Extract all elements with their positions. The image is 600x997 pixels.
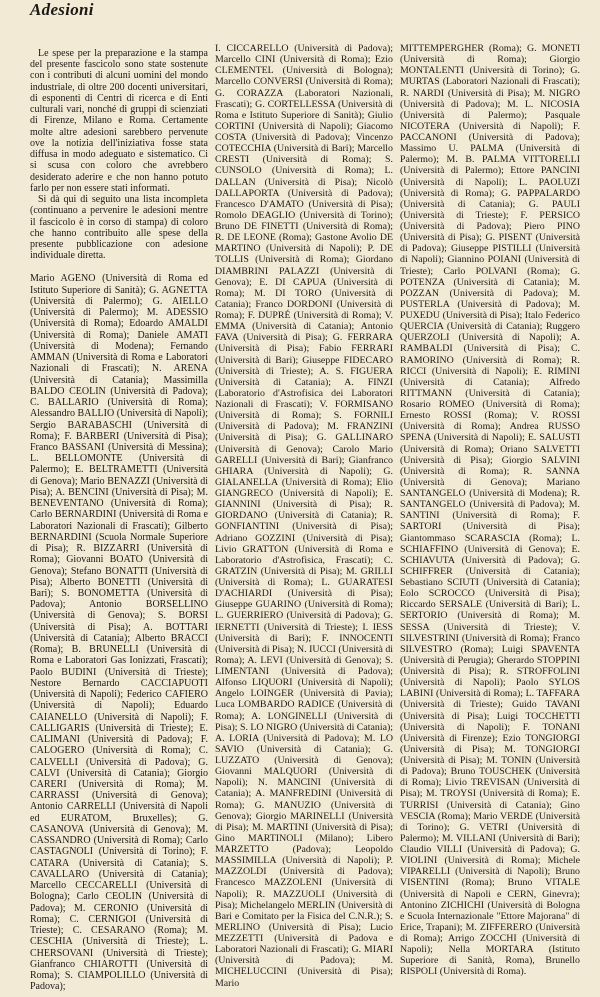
intro-paragraph-2: Si dà qui di seguito una lista incompleta (continuano a pervenire le adesioni mentre il fascicolo è in corso di stampa) di coloro che hanno contribuito alle spese della presente pubblicazione con adesione individuale diretta. [30,194,208,262]
adherents-list-part-1: Mario AGENO (Università di Roma ed Istituto Superiore di Sanità); G. AGNETTA (Università di Palermo); G. AIELLO (Università di Palermo); M. ADESSIO (Università di Roma); Edoardo AMALDI (Università di Roma); Daniele AMATI (Università di Modena); Fernando AMMAN (Università di Roma e Laboratori Nazionali di Frascati); N. ARENA (Università di Catania); Massimilla BALDO CEOLIN (Università di Padova); C. BALLARIO (Università di Roma); Alessandro BALLIO (Università di Napoli); Sergio BARABASCHI (Università di Roma); F. BARBERI (Università di Pisa); Franco BASSANI (Università di Messina); L. BELLOMONTE (Università di Palermo); E. BELTRAMETTI (Università di Genova); Mario BENAZZI (Università di Pisa); A. BENCINI (Università di Pisa); M. BENEVENTANO (Università di Roma); Carlo BERNARDINI (Università di Roma e Laboratori Nazionali di Frascati); Gilberto BERNARDINI (Scuola Normale Superiore di Pisa); R. BIZZARRI (Università di Roma); Giovanni BOATO (Università di Genova); Stefano BONATTI (Università di Pisa); Alberto BONETTI (Università di Bari); S. BONOMETTA (Università di Padova); Antonio BORSELLINO (Università di Genova); S. BORSI (Università di Pisa); A. BOTTARI (Università di Catania); Alberto BRACCI (Roma); B. BRUNELLI (Università di Roma e Laboratori Gas Ionizzati, Frascati); Paolo BUDINI (Università di Trieste); Nestore Bernardo CACCIAPUOTI (Università di Napoli); Federico CAFIERO (Università di Napoli); Eduardo CAIANELLO (Università di Napoli); F. CALLIGARIS (Università di Trieste); E. CALIMANI (Università di Padova); F. CALOGERO (Università di Roma); C. CALVELLI (Università di Padova); G. CALVI (Università di Catania); Giorgio CARERI (Università di Roma); M. CARRASSI (Università di Genova); Antonio CARRELLI (Università di Napoli ed EURATOM, Bruxelles); G. CASANOVA (Università di Genova); M. CASSANDRO (Università di Roma); Carlo CASTAGNOLI (Università di Torino); F. CATARA (Università di Catania); S. CAVALLARO (Università di Catania); Marcello CECCARELLI (Università di Bologna); Carlo CEOLIN (Università di Padova); M. CERONIO (Università di Roma); C. CERNIGOI (Università di Trieste); C. CESARANO (Roma); M. CESCHIA (Università di Trieste); L. CHERSOVANI (Università di Trieste); Gianfranco CHIAROTTI (Università di Roma); S. CIAMPOLILLO (Università di Padova); [30,273,208,993]
section-title: Adesioni [30,0,94,19]
column-left [30,48,208,992]
column-right [400,43,580,978]
column-middle [215,43,393,989]
adherents-list-part-2: I. CICCARELLO (Università di Padova); Marcello CINI (Università di Roma); Ezio CLEMENTEL (Università di Bologna); Marcello CONVERSI (Università di Roma); G. CORAZZA (Laboratori Nazionali, Frascati); G. CORTELLESSA (Università di Roma e Istituto Superiore di Sanità); Giulio CORTINI (Università di Napoli); Giacomo COSTA (Università di Padova); Vincenzo COTECCHIA (Università di Bari); Marcello CRESTI (Università di Roma); S. CUNSOLO (Università di Roma); L. DALLAN (Università di Pisa); Nicolò DALLAPORTA (Università di Padova); Francesco D'AMATO (Università di Pisa); Romolo DEAGLIO (Università di Torino); Bruno DE FINETTI (Università di Roma); R. DE LEONE (Roma); Gastone Avolio DE MARTINO (Università di Napoli); P. DE TOLLIS (Università di Roma); Giordano DIAMBRINI PALAZZI (Università di Genova); E. DI CAPUA (Università di Roma); M. DI TORO (Università di Catania); Franco DORDONI (Università di Roma); F. DUPRÉ (Università di Roma); V. EMMA (Università di Catania); Antonio FAVA (Università di Pisa); G. FERRARA (Università di Pisa); Fabio FERRARI (Università di Bari); Giuseppe FIDECARO (Università di Trieste); A. S. FIGUERA (Università di Catania); A. FINZI (Laboratorio d'Astrofisica dei Laboratori Nazionali di Frascati); V. FORMISANO (Università di Roma); S. FORNILI (Università di Padova); M. FRANZINI (Università di Pisa); G. GALLINARO (Università di Genova); Carolo Mario GARELLI (Università di Bari); Gianfranco GHIARA (Università di Napoli); G. GIALANELLA (Università di Roma); Elio GIANGRECO (Università di Napoli); E. GIANNINI (Università di Pisa); R. GIORDANO (Università di Catania); R. GONFIANTINI (Università di Pisa); Adriano GOZZINI (Università di Pisa); Livio GRATTON (Università di Roma e Laboratorio d'Astrofisica, Frascati); C. GRATZIN (Università di Pisa); M. GRILLI (Università di Roma); L. GUARATESI D'ACHIARDI (Università di Pisa); Giuseppe GUARINO (Università di Roma); L. GUERRIERO (Università di Padova); G. IERNETTI (Università di Trieste); I. IESS (Università di Bari); F. INNOCENTI (Università di Pisa); N. IUCCI (Università di Roma); A. LEVI (Università di Genova); S. LIMENTANI (Università di Padova); Alfonso LIQUORI (Università di Napoli); Angelo LOINGER (Università di Pavia); Luca LOMBARDO RADICE (Università di Roma); A. LONGINELLI (Università di Pisa); S. LO NIGRO (Università di Catania); A. LORIA (Università di Padova); M. LO SAVIO (Università di Catania); G. LUZZATO (Università di Genova); Giovanni MALQUORI (Università di Napoli); N. MANCINI (Università di Catania); A. MANFREDINI (Università di Roma); G. MANUZIO (Università di Genova); Giorgio MARINELLI (Università di Pisa); M. MARTINI (Università di Pisa); Gino MARTINOLI (Milano); Libero MARZETTO (Padova); Leopoldo MASSIMILLA (Università di Napoli); P. MAZZOLDI (Università di Padova); Francesco MAZZOLENI (Università di Napoli); R. MAZZUOLI (Università di Pisa); Michelangelo MERLIN (Università di Bari e Comitato per la Fisica del C.N.R.); S. MERLINO (Università di Pisa); Lucio MEZZETTI (Università di Padova e Laboratori Nazionali di Frascati); G. MIARI (Università di Padova); M. MICHELUCCINI (Università di Pisa); Mario [215,43,393,989]
intro-paragraph-1: Le spese per la preparazione e la stampa del presente fascicolo sono state sostenute con i contributi di alcuni uomini del mondo industriale, di oltre 200 docenti universitari, di esponenti di Centri di ricerca e di Enti culturali vari, nonché di gruppi di scienziati di Firenze, Milano e Roma. Certamente molte altre adesioni sarebbero pervenute ove la notizia dell'iniziativa fosse stata diffusa in modo adeguato e sistematico. Ci si scusa con coloro che avrebbero desiderato aderire e che non hanno potuto farlo per non essere stati informati. [30,48,208,194]
adherents-list-part-3: MITTEMPERGHER (Roma); G. MONETI (Università di Roma); Giorgio MONTALENTI (Università di Torino); G. MURTAS (Laboratori Nazionali di Frascati); R. NARDI (Università di Pisa); M. NIGRO (Università di Padova); M. L. NICOSIA (Università di Palermo); Pasquale NICOTERA (Università di Napoli); F. PACCANONI (Università di Padova); Massimo U. PALMA (Università di Palermo); M. B. PALMA VITTORELLI (Università di Palermo); Ettore PANCINI (Università di Napoli); L. PAOLUZI (Università di Roma); G. PAPPALARDO (Università di Catania); G. PAULI (Università di Trieste); F. PERSICO (Università di Padova); Piero PINO (Università di Pisa); G. PISENT (Università di Padova); Giuseppe PISTILLI (Università di Napoli); Giannino POIANI (Università di Trieste); Carlo POLVANI (Roma); G. POTENZA (Università di Catania); M. POZZAN (Università di Padova); M. PUSTERLA (Università di Padova); M. PUXEDU (Università di Pisa); Italo Federico QUERCIA (Università di Catania); Ruggero QUERZOLI (Università di Napoli); A. RAMBALDI (Università di Pisa); C. RAMORINO (Università di Roma); R. RICCI (Università di Napoli); E. RIMINI (Università di Catania); Alfredo RITTMANN (Università di Catania); Rosario ROMEO (Università di Roma); Ernesto ROSSI (Roma); V. ROSSI (Università di Roma); Andrea RUSSO SPENA (Università di Napoli); E. SALUSTI (Università di Roma); Oriano SALVETTI (Università di Pisa); Giorgio SALVINI (Università di Roma); R. SANNA (Università di Genova); Mariano SANTANGELO (Università di Modena); R. SANTANGELO (Università di Padova); M. SANTINI (Università di Roma); F. SARTORI (Università di Pisa); Giantommaso SCARASCIA (Roma); L. SCHIAFFINO (Università di Genova); E. SCHIAVUTA (Università di Padova); G. SCHIFFRER (Università di Catania); Sebastiano SCIUTI (Università di Catania); Eolo SCROCCO (Università di Pisa); Riccardo SERSALE (Università di Bari); L. SERTORIO (Università di Roma); M. SESSA (Università di Trieste); V. SILVESTRINI (Università di Roma); Franco SILVESTRO (Roma); Luigi SPAVENTA (Università di Perugia); Gherardo STOPPINI (Università di Pisa); R. STROFFOLINI (Università di Napoli); Paolo SYLOS LABINI (Università di Roma); L. TAFFARA (Università di Trieste); Guido TAVANI (Università di Pisa); Luigi TOCCHETTI (Università di Napoli); F. TONANI (Università di Firenze); Ezio TONGIORGI (Università di Pisa); M. TONGIORGI (Università di Pisa); M. TONIN (Università di Padova); Bruno TOUSCHEK (Università di Roma); Livio TREVISAN (Università di Pisa); M. TROYSI (Università di Roma); E. TURRISI (Università di Catania); Gino VESCIA (Roma); Mario VERDE (Università di Torino); G. VETRI (Università di Palermo); M. VILLANI (Università di Bari); Claudio VILLI (Università di Padova); G. VIOLINI (Università di Roma); Michele VIPARELLI (Università di Napoli); Bruno VISENTINI (Roma); Bruno VITALE (Università di Napoli e CERN, Ginevra); Antonino ZICHICHI (Università di Bologna e Scuola Internazionale "Ettore Majorana" di Erice, Trapani); M. ZIFFERERO (Università di Roma); Arrigo ZOCCHI (Università di Napoli); Nella MORTARA (Istituto Superiore di Sanità, Roma), Brunello RISPOLI (Università di Roma). [400,43,580,978]
spacer [30,261,208,273]
intro [30,48,208,261]
